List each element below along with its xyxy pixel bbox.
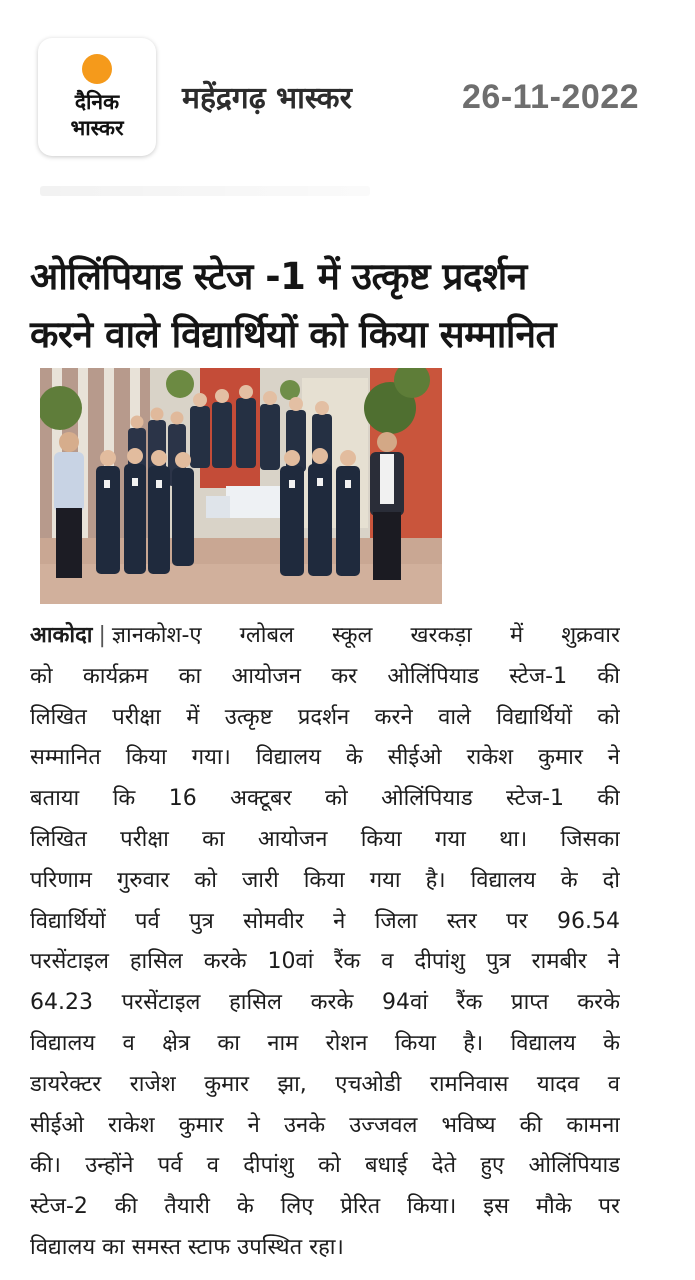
body-line: को कार्यक्रम का आयोजन कर ओलिंपियाड स्टेज-1 की <box>30 663 620 689</box>
article-photo <box>40 368 442 604</box>
article-body <box>30 616 620 1269</box>
logo-text-line1: दैनिक <box>74 90 120 114</box>
edition-name: महेंद्रगढ़ भास्कर <box>182 81 352 116</box>
body-line: स्टेज-2 की तैयारी के लिए प्रेरित किया। इस मौके पर <box>30 1194 620 1220</box>
body-line: 64.23 परसेंटाइल हासिल करके 94वां रैंक प्राप्त करके <box>30 990 620 1016</box>
body-line: सम्मानित किया गया। विद्यालय के सीईओ राकेश कुमार ने <box>30 745 620 771</box>
sun-logo-icon <box>82 54 112 84</box>
body-line: परसेंटाइल हासिल करके 10वां रैंक व दीपांशु पुत्र रामबीर ने <box>30 949 620 975</box>
article-headline <box>30 248 630 364</box>
body-line: परिणाम गुरुवार को जारी किया गया है। विद्यालय के दो <box>30 867 620 893</box>
body-line: विद्यालय का समस्त स्टाफ उपस्थित रहा। <box>30 1234 344 1260</box>
body-line: की। उन्होंने पर्व व दीपांशु को बधाई देते हुए ओलिंपियाड <box>30 1153 620 1179</box>
faded-print-strip <box>40 186 370 196</box>
body-line: लिखित परीक्षा का आयोजन किया गया था। जिसका <box>30 826 620 852</box>
headline-line: ओलिंपियाड स्टेज -1 में उत्कृष्ट प्रदर्शन <box>30 255 527 298</box>
body-line: विद्यालय व क्षेत्र का नाम रोशन किया है। विद्यालय के <box>30 1030 620 1056</box>
publication-date: 26-11-2022 <box>462 78 640 116</box>
body-line: डायरेक्टर राजेश कुमार झा, एचओडी रामनिवास यादव व <box>30 1071 620 1097</box>
headline-line: करने वाले विद्यार्थियों को किया सम्मानित <box>30 313 557 356</box>
dateline-place: आकोदा <box>30 623 93 648</box>
body-line: बताया कि 16 अक्टूबर को ओलिंपियाड स्टेज-1 की <box>30 786 620 812</box>
body-line: लिखित परीक्षा में उत्कृष्ट प्रदर्शन करने वाले विद्यार्थियों को <box>30 704 620 730</box>
body-line: विद्यार्थियों पर्व पुत्र सोमवीर ने जिला स्तर पर 96.54 <box>30 908 620 934</box>
body-first-line-text: ज्ञानकोश-ए ग्लोबल स्कूल खरकड़ा में शुक्रवार <box>111 623 620 648</box>
logo-text-line2: भास्कर <box>70 116 124 140</box>
dateline-separator: | <box>98 623 106 648</box>
body-line: सीईओ राकेश कुमार ने उनके उज्जवल भविष्य की कामना <box>30 1112 620 1138</box>
body-first-line <box>30 616 620 657</box>
dainik-bhaskar-logo <box>38 38 156 156</box>
